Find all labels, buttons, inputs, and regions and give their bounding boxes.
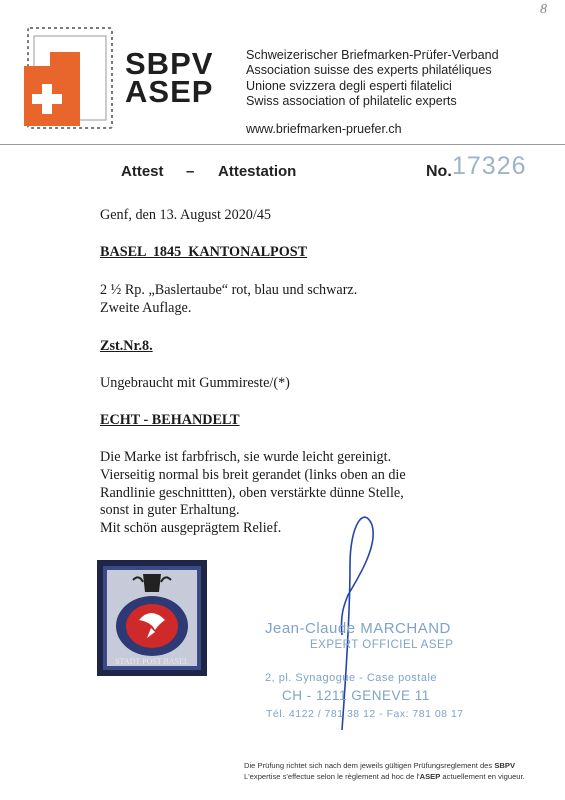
stamp-description-line: Zweite Auflage. (100, 299, 192, 316)
catalog-number: Zst.Nr.8. (100, 338, 153, 354)
org-name-it: Unione svizzera degli esperti filatelici (246, 78, 452, 93)
corner-pencil-mark: 8 (540, 2, 547, 17)
footer-sbpv: SBPV (494, 761, 516, 770)
issue-heading: BASEL 1845 KANTONALPOST (100, 244, 308, 260)
expert-name: Jean-Claude MARCHAND (265, 620, 451, 637)
place-date: Genf, den 13. August 2020/45 (100, 207, 272, 223)
verdict-heading: ECHT - BEHANDELT (100, 412, 240, 428)
description-line: sonst in guter Erhaltung. (100, 502, 240, 519)
expert-title: EXPERT OFFICIEL ASEP (310, 639, 454, 651)
org-name-en: Swiss association of philatelic experts (246, 93, 457, 108)
brand-name (125, 46, 214, 109)
website-url[interactable]: www.briefmarken-pruefer.ch (246, 122, 402, 136)
footer-note (244, 760, 525, 782)
header-divider (0, 144, 565, 145)
stamp-logo-icon (20, 22, 120, 134)
certificate-number: 17326 (452, 152, 527, 180)
brand-asep: ASEP (125, 74, 214, 109)
title-attestation: Attestation (218, 163, 297, 180)
stamp-image (97, 560, 207, 676)
condition-text: Ungebraucht mit Gummireste/(*) (100, 375, 290, 391)
expert-address: 2, pl. Synagogue - Case postale (265, 672, 438, 684)
title-dash: – (186, 163, 195, 180)
description-line: Mit schön ausgeprägtem Relief. (100, 520, 282, 537)
stamp-description-line: 2 ½ Rp. „Baslertaube“ rot, blau und schwarz. (100, 282, 358, 298)
footer-asep: ASEP (419, 772, 441, 781)
stamp-description (100, 282, 357, 318)
brand-sbpv: SBPV (125, 46, 214, 81)
footer-line-fr: L'expertise s'effectue selon le règlement ad hoc de l'ASEP actuellement en vigueur. (244, 772, 525, 781)
organization-names (246, 48, 499, 109)
org-name-fr: Association suisse des experts philatéliques (246, 63, 492, 78)
description-line: Randlinie geschnittten), oben verstärkte dünne Stelle, (100, 484, 404, 501)
stamp-inscription: STADT POST BASEL (115, 657, 189, 666)
footer-line-de: Die Prüfung richtet sich nach dem jeweils gültigen Prüfungsreglement des SBPV (244, 761, 516, 770)
expert-city: CH - 1211 GENEVE 11 (282, 688, 430, 703)
sbpv-logo (20, 22, 120, 134)
certificate-number-label: No. (426, 163, 452, 180)
title-attest: Attest (121, 163, 164, 180)
org-name-de: Schweizerischer Briefmarken-Prüfer-Verband (246, 48, 499, 62)
description-line: Die Marke ist farbfrisch, sie wurde leicht gereinigt. (100, 449, 392, 465)
description-line: Vierseitig normal bis breit gerandet (links oben an die (100, 466, 406, 483)
expert-phone: Tél. 4122 / 781 38 12 - Fax: 781 08 17 (266, 708, 464, 720)
